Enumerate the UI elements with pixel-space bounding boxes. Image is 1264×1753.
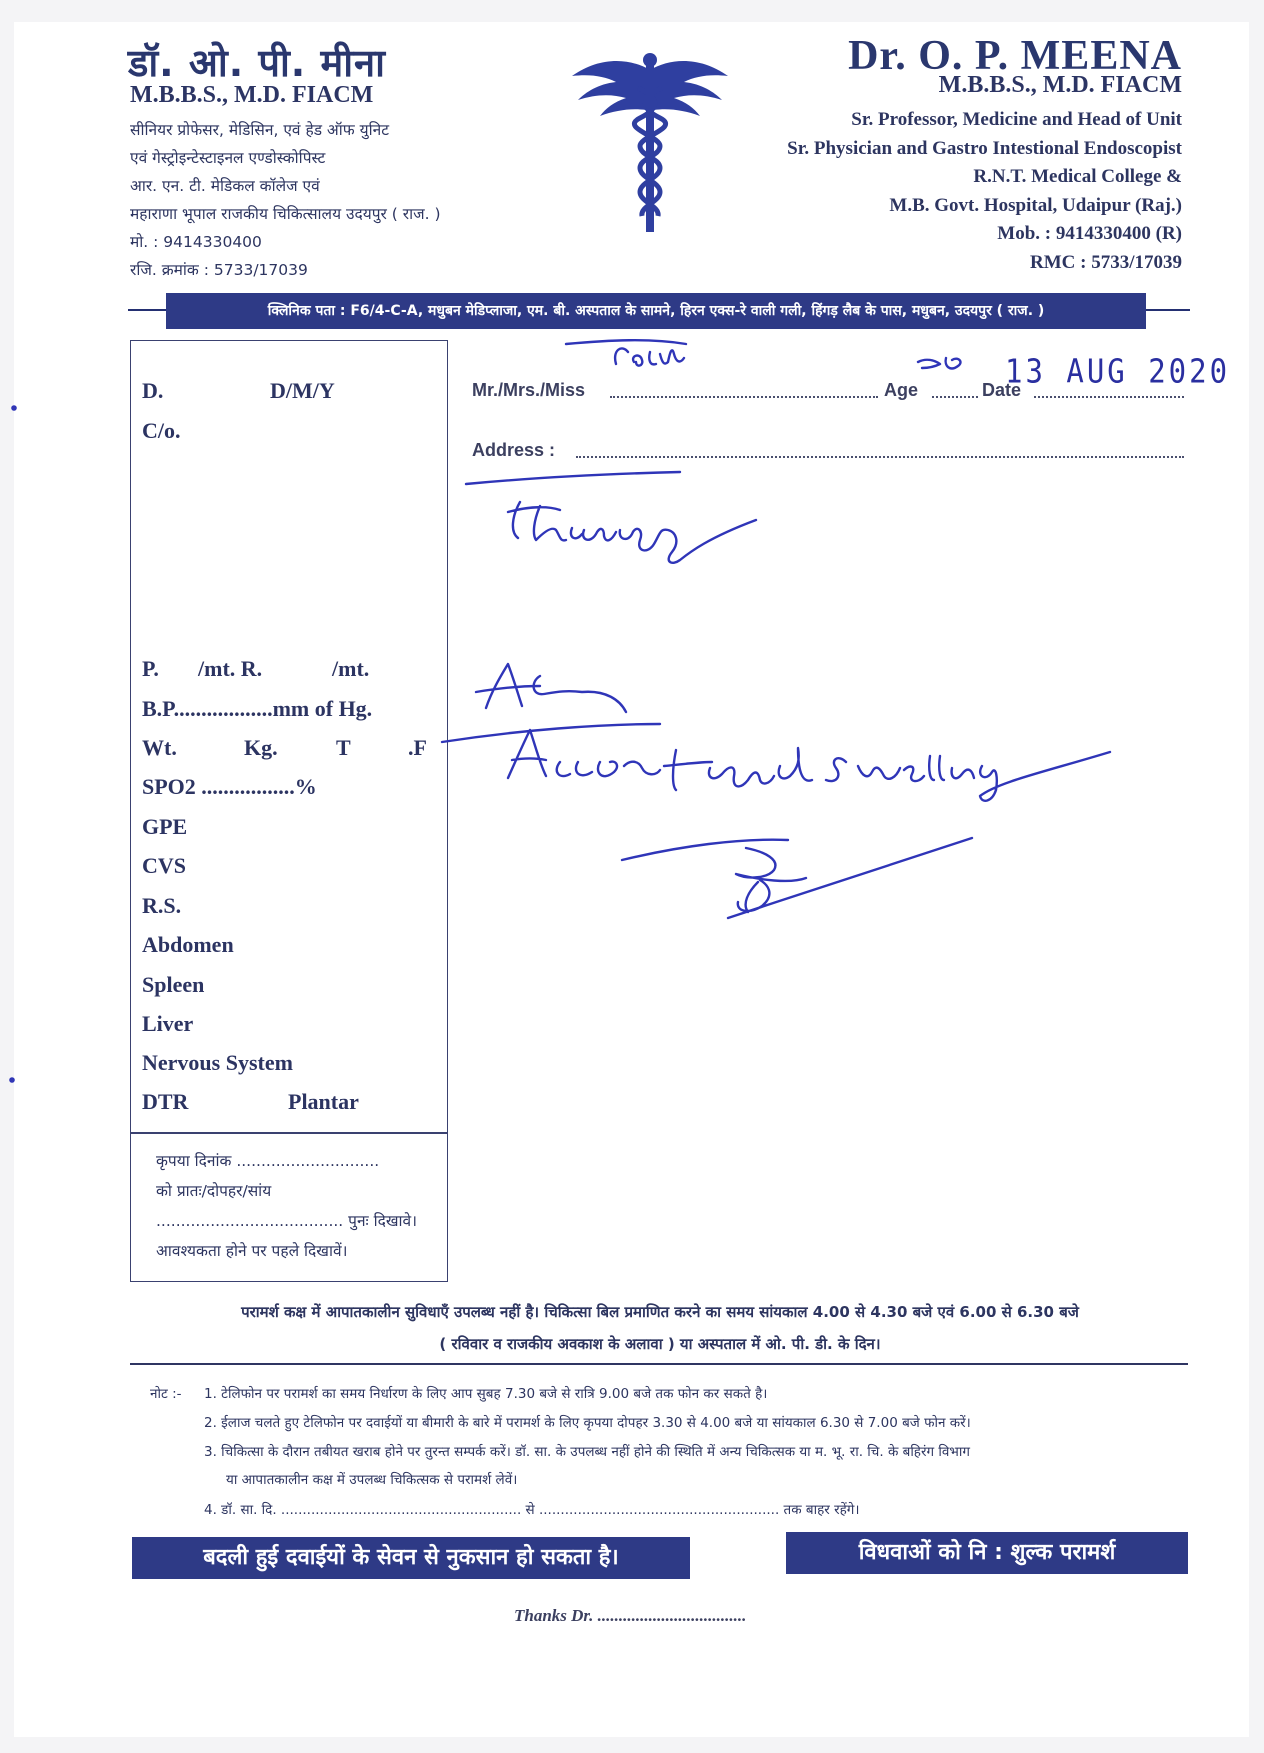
- english-line: Sr. Physician and Gastro Intestional Endoscopist: [787, 137, 1182, 159]
- dtr-label: DTR: [142, 1089, 189, 1114]
- note-item: 2. ईलाज चलते हुए टेलिफोन पर दवाईयों या बीमारी के बारे में परामर्श के लिए कृपया दोपहर 3.30 से 4.00 बजे या सांयकाल 6.30 से 7.00 बजे फोन करें।: [204, 1415, 971, 1431]
- address-label: Address :: [472, 440, 556, 460]
- doctor-name-hindi: डॉ. ओ. पी. मीना: [128, 41, 386, 85]
- follow-up-line: कृपया दिनांक .............................: [156, 1152, 380, 1170]
- follow-up-instructions: [156, 1146, 417, 1266]
- note-item: या आपातकालीन कक्ष में उपलब्ध चिकित्सक से परामर्श लेवें।: [226, 1472, 518, 1488]
- doctor-degree-hindi-side: M.B.B.S., M.D. FIACM: [130, 82, 374, 108]
- hindi-line: सीनियर प्रोफेसर, मेडिसिन, एवं हेड ऑफ युनिट: [130, 121, 390, 139]
- notes-label: नोट :-: [150, 1386, 182, 1402]
- date-stamp: 13 AUG 2020: [1005, 351, 1231, 391]
- english-line: Sr. Professor, Medicine and Head of Unit: [851, 109, 1182, 130]
- medicine-warning-banner: बदली हुई दवाईयों के सेवन से नुकसान हो सकता है।: [132, 1537, 690, 1579]
- age-field-line: [932, 396, 978, 398]
- follow-up-line: को प्रातः/दोपहर/सांय: [156, 1182, 272, 1200]
- notes-rule: [130, 1363, 1188, 1365]
- free-consultation-banner: विधवाओं को नि : शुल्क परामर्श: [786, 1532, 1188, 1574]
- note-item: 4. डॉ. सा. दि. ........................................................ से ........................................................ तक बाहर रहेंगे।: [204, 1502, 860, 1518]
- doctor-name-english: Dr. O. P. MEENA: [848, 33, 1182, 79]
- english-line: M.B. Govt. Hospital, Udaipur (Raj.): [889, 194, 1182, 216]
- rs-label: R.S.: [142, 893, 182, 918]
- hindi-line: आर. एन. टी. मेडिकल कॉलेज एवं: [130, 177, 320, 195]
- plantar-label: Plantar: [288, 1089, 359, 1114]
- notice-line: परामर्श कक्ष में आपातकालीन सुविधाएँ उपलब्ध नहीं है। चिकित्सा बिल प्रमाणित करने का समय सांयकाल 4.00 से 4.30 बजे एवं 6.00 से 6.30 बजे: [241, 1303, 1079, 1321]
- pulse-unit: /mt. R.: [198, 656, 263, 681]
- follow-up-line: आवश्यकता होने पर पहले दिखावें।: [156, 1242, 348, 1260]
- examination-box: [130, 340, 448, 1282]
- hindi-line: एवं गेस्ट्रोइन्टेस्टाइनल एण्डोस्कोपिस्ट: [130, 149, 326, 167]
- liver-label: Liver: [142, 1011, 194, 1036]
- spleen-label: Spleen: [142, 972, 205, 997]
- kg-label: Kg.: [244, 735, 278, 760]
- caduceus-icon: [570, 48, 730, 238]
- pulse-label: P.: [142, 656, 159, 681]
- hindi-line: रजि. क्रमांक : 5733/17039: [130, 261, 308, 279]
- temp-label: T: [336, 735, 351, 760]
- doctor-details-hindi: [130, 116, 441, 284]
- cvs-label: CVS: [142, 853, 187, 878]
- co-label: C/o.: [142, 418, 181, 443]
- abdomen-label: Abdomen: [142, 932, 234, 957]
- address-field-line: [576, 456, 1184, 458]
- date-field-line: [1034, 396, 1184, 398]
- thanks-doctor-line: Thanks Dr. ...................................: [514, 1606, 747, 1625]
- fahrenheit-label: .F: [408, 735, 427, 760]
- english-line: R.N.T. Medical College &: [973, 166, 1182, 187]
- spo2-label: SPO2 .................%: [142, 774, 317, 799]
- emergency-notice: [150, 1296, 1170, 1360]
- resp-unit: /mt.: [332, 656, 370, 681]
- nervous-system-label: Nervous System: [142, 1050, 293, 1075]
- hindi-line: महाराणा भूपाल राजकीय चिकित्सालय उदयपुर ( राज. ): [130, 205, 441, 223]
- english-line: Mob. : 9414330400 (R): [997, 223, 1182, 244]
- age-label: Age: [884, 380, 919, 400]
- doctor-degree-english: M.B.B.S., M.D. FIACM: [938, 72, 1182, 98]
- doctor-details-english: [787, 106, 1182, 277]
- name-field-line: [610, 396, 878, 398]
- name-label: Mr./Mrs./Miss: [472, 380, 586, 400]
- follow-up-line: ...................................... पुनः दिखावे।: [156, 1212, 418, 1230]
- bp-label: B.P..................mm of Hg.: [142, 696, 373, 721]
- note-item: 3. चिकित्सा के दौरान तबीयत खराब होने पर तुरन्त सम्पर्क करें। डॉ. सा. के उपलब्ध नहीं होने की स्थिति में अन्य चिकित्सक या म. भू. रा. चि. के बहिरंग विभाग: [204, 1444, 970, 1460]
- hindi-line: मो. : 9414330400: [130, 233, 262, 251]
- d-label: D.: [142, 378, 164, 403]
- date-label: Date: [982, 380, 1022, 400]
- wt-label: Wt.: [142, 735, 177, 760]
- note-item: 1. टेलिफोन पर परामर्श का समय निर्धारण के लिए आप सुबह 7.30 बजे से रात्रि 9.00 बजे तक फोन कर सकते है।: [204, 1386, 768, 1402]
- examination-divider: [130, 1132, 448, 1134]
- clinic-address-bar: क्लिनिक पता : F6/4-C-A, मधुबन मेडिप्लाजा, एम. बी. अस्पताल के सामने, हिरन एक्स-रे वाली गली, हिंगड़ लैब के पास, मधुबन, उदयपुर ( राज. ): [166, 293, 1146, 329]
- dmy-label: D/M/Y: [270, 378, 335, 403]
- english-line: RMC : 5733/17039: [1030, 251, 1182, 273]
- notice-line: ( रविवार व राजकीय अवकाश के अलावा ) या अस्पताल में ओ. पी. डी. के दिन।: [439, 1335, 881, 1353]
- gpe-label: GPE: [142, 814, 188, 839]
